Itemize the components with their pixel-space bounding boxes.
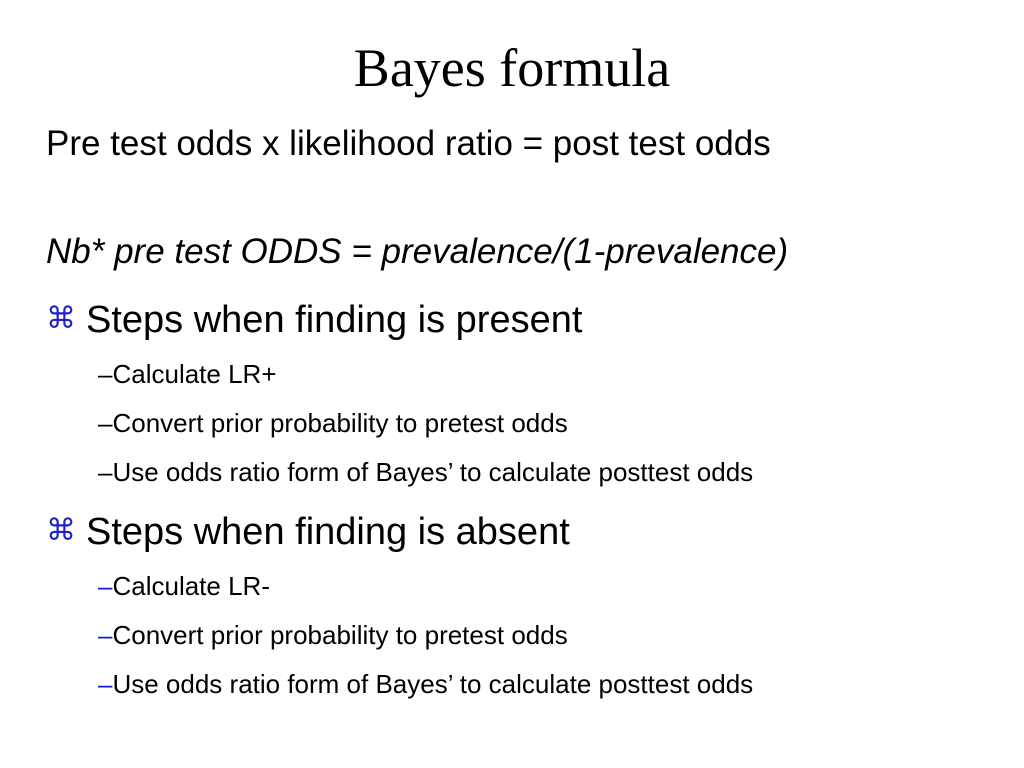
dash-marker: – <box>98 669 113 699</box>
slide-title: Bayes formula <box>353 38 671 98</box>
command-bullet-icon: ⌘ <box>46 513 76 548</box>
list-item-text: Convert prior probability to pretest odds <box>112 408 568 438</box>
list-item <box>98 569 270 603</box>
list-item <box>98 406 568 440</box>
section-heading-text: Steps when finding is absent <box>86 511 570 553</box>
section-absent-heading <box>46 506 570 557</box>
dash-marker: – <box>98 359 113 389</box>
dash-marker: – <box>98 571 113 601</box>
list-item-text: Convert prior probability to pretest odds <box>112 620 568 650</box>
list-item <box>98 618 568 652</box>
section-present-heading <box>46 294 582 345</box>
dash-marker: – <box>98 457 113 487</box>
command-bullet-icon: ⌘ <box>46 301 76 336</box>
dash-marker: – <box>98 620 113 650</box>
section-heading-text: Steps when finding is present <box>86 299 583 341</box>
list-item <box>98 455 753 489</box>
list-item-text: Use odds ratio form of Bayes’ to calculate posttest odds <box>112 457 754 487</box>
dash-marker: – <box>98 408 113 438</box>
odds-note: Nb* pre test ODDS = prevalence/(1-prevalence) <box>46 232 789 271</box>
list-item-text: Calculate LR- <box>112 571 270 601</box>
intro-formula: Pre test odds x likelihood ratio = post test odds <box>46 124 771 163</box>
list-item <box>98 667 753 701</box>
list-item-text: Use odds ratio form of Bayes’ to calculate posttest odds <box>112 669 754 699</box>
list-item-text: Calculate LR+ <box>112 359 277 389</box>
list-item <box>98 357 277 391</box>
